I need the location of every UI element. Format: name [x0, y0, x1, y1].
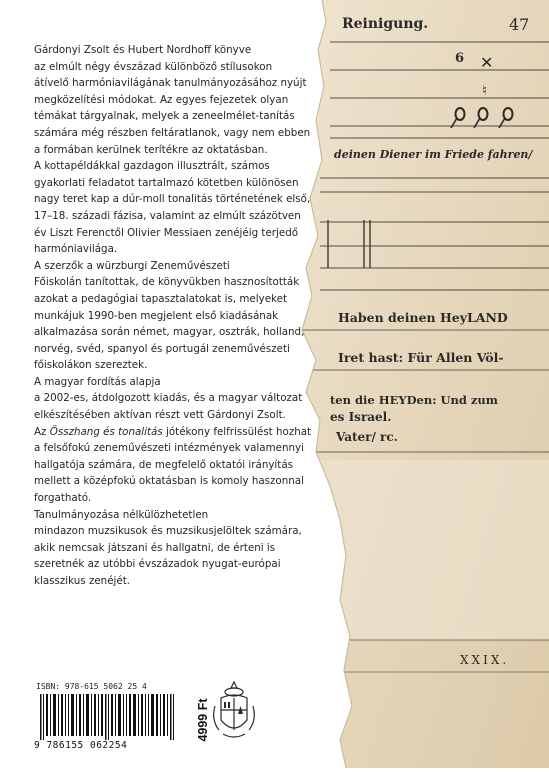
price-label — [196, 690, 210, 750]
svg-text:✕: ✕ — [480, 53, 494, 72]
manuscript-line-4: ten die HEYDen: Und zum — [330, 393, 498, 407]
manuscript-line-1: deinen Diener im Friede fahren/ — [334, 148, 533, 161]
blurb-paragraph-1: Gárdonyi Zsolt és Hubert Nordhoff könyve az elmúlt négy évszázad különböző stílusokon átívelő harmóniavilágának tanulmányozásához nyújt megközelítési módokat. Az egyes fejezetek olyan témákat tárgyalnak, melyek a zeneelmélet-tanítás számára még részben feltáratlanok, vagy nem ebben a formában kerülnek terítékre az oktatásban. — [34, 44, 311, 156]
blurb-paragraph-6: Tanulmányozása nélkülözhetetlen mindazon muzsikusok és muzsikusjelöltek számára, akik nemcsak játszani és hallgatni, de érteni is szeretnék az utóbbi évszázadok nyugat-európai klasszikus zenéjét. — [34, 508, 302, 587]
manuscript-line-2: Haben deinen HeyLAND — [338, 310, 508, 325]
price-text: 4999 Ft — [196, 698, 210, 742]
manuscript-line-3: Iret hast: Für Allen Völ- — [338, 350, 504, 365]
barcode-icon — [34, 694, 194, 740]
book-title-italic: Összhang és tonalitás — [49, 425, 163, 438]
svg-text:6: 6 — [455, 51, 465, 66]
isbn-label: ISBN: 978-615 5062 25 4 — [36, 682, 147, 691]
blurb-paragraph-2: A kottapéldákkal gazdagon illusztrált, számos gyakorlati feladatot tartalmazó kötetben különösen nagy teret kap a dúr-moll tonalitás történetének első, 17–18. századi fázisa, valamint az elmúlt százötven év Liszt Ferenctől Olivier Messiaen zenéjéig terjedő harmóniavilága. — [34, 160, 311, 256]
blurb-paragraph-5 — [34, 424, 334, 507]
blurb-paragraph-4: A magyar fordítás alapja a 2002-es, átdolgozott kiadás, és a magyar változat elkészítésében aktívan részt vett Gárdonyi Zsolt. — [34, 375, 303, 422]
manuscript-header: Reinigung. — [342, 16, 429, 32]
isbn-digits: 9 786155 062254 — [34, 740, 128, 751]
blurb-p5-rest: jótékony felfrissülést hozhat a felsőfokú zeneművészeti intézmények valamennyi hallgatója számára, de megfelelő oktatói irányítás mellett a középfokú oktatásban is komoly haszonnal forgatható. — [34, 425, 312, 505]
blurb-paragraph-3: A szerzők a würzburgi Zeneművészeti Főiskolán tanítottak, de könyvükben hasznosították azokat a pedagógiai tapasztalatokat is, melyeket munkájuk 1990-ben megjelent első kiadásának alkalmazása során német, magyar, osztrák, holland, norvég, svéd, spanyol és portugál zeneművészeti főiskolákon szereztek. — [34, 259, 305, 372]
svg-text:♮: ♮ — [482, 83, 488, 99]
back-cover-blurb — [34, 42, 334, 590]
manuscript-line-6: Vater/ rc. — [336, 430, 398, 444]
manuscript-footer: XXIX. — [460, 653, 510, 667]
manuscript-page-number: 47 — [509, 15, 530, 34]
manuscript-line-5: es Israel. — [330, 410, 392, 424]
publisher-emblem-icon — [209, 676, 259, 746]
isbn-barcode-block — [34, 682, 194, 754]
blurb-p5-prefix: Az — [34, 425, 50, 438]
